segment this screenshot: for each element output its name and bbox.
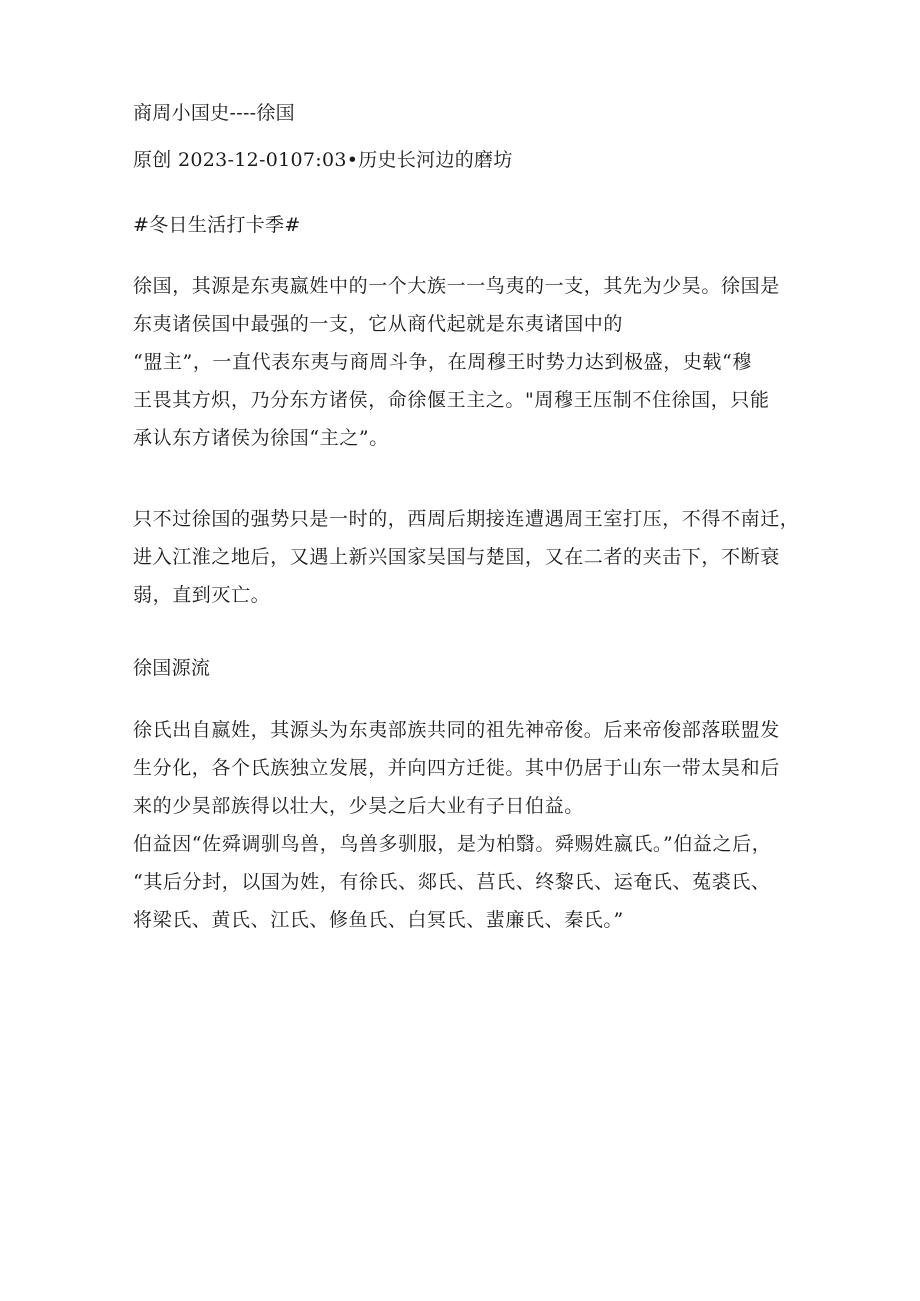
- hashtag: #冬日生活打卡季#: [133, 214, 301, 236]
- paragraph-line: 王畏其方炽，乃分东方诸侯，命徐偃王主之。"周穆王压制不住徐国，只能: [133, 389, 770, 411]
- section-heading: 徐国源流: [133, 657, 211, 679]
- paragraph-line: 东夷诸侯国中最强的一支，它从商代起就是东夷诸国中的: [133, 313, 624, 335]
- paragraph-line: 徐国，其源是东夷嬴姓中的一个大族一一鸟夷的一支，其先为少昊。徐国是: [133, 275, 780, 297]
- paragraph-line: 承认东方诸侯为徐国“主之”。: [133, 427, 389, 449]
- paragraph-line: 伯益因“佐舜调驯鸟兽，鸟兽多驯服，是为柏翳。舜赐姓嬴氏。”伯益之后，: [133, 833, 772, 855]
- paragraph-line: 生分化，各个氏族独立发展，并向四方迁徙。其中仍居于山东一带太昊和后: [133, 757, 780, 779]
- article-title: 商周小国史----徐国: [133, 102, 295, 124]
- paragraph-line: 来的少昊部族得以壮大，少昊之后大业有子日伯益。: [133, 795, 584, 817]
- paragraph-line: “盟主”，一直代表东夷与商周斗争，在周穆王时势力达到极盛，史载“穆: [133, 351, 752, 373]
- paragraph-line: 将梁氏、黄氏、江氏、修鱼氏、白冥氏、蜚廉氏、秦氏。”: [133, 909, 624, 931]
- paragraph-lineage: [133, 711, 780, 939]
- article-meta: 原创 2023-12-0107:03•历史长河边的磨坊: [133, 149, 513, 171]
- paragraph-line: 弱，直到灭亡。: [133, 584, 271, 606]
- paragraph-line: 徐氏出自嬴姓，其源头为东夷部族共同的祖先神帝俊。后来帝俊部落联盟发: [133, 719, 780, 741]
- paragraph-line: “其后分封，以国为姓，有徐氏、郯氏、莒氏、终黎氏、运奄氏、菟裘氏、: [133, 871, 771, 893]
- paragraph-line: 只不过徐国的强势只是一时的，西周后期接连遭遇周王室打压，不得不南迁，: [133, 508, 800, 530]
- paragraph-decline: [133, 500, 799, 614]
- paragraph-origin: [133, 267, 780, 457]
- paragraph-line: 进入江淮之地后，又遇上新兴国家吴国与楚国，又在二者的夹击下，不断衰: [133, 546, 780, 568]
